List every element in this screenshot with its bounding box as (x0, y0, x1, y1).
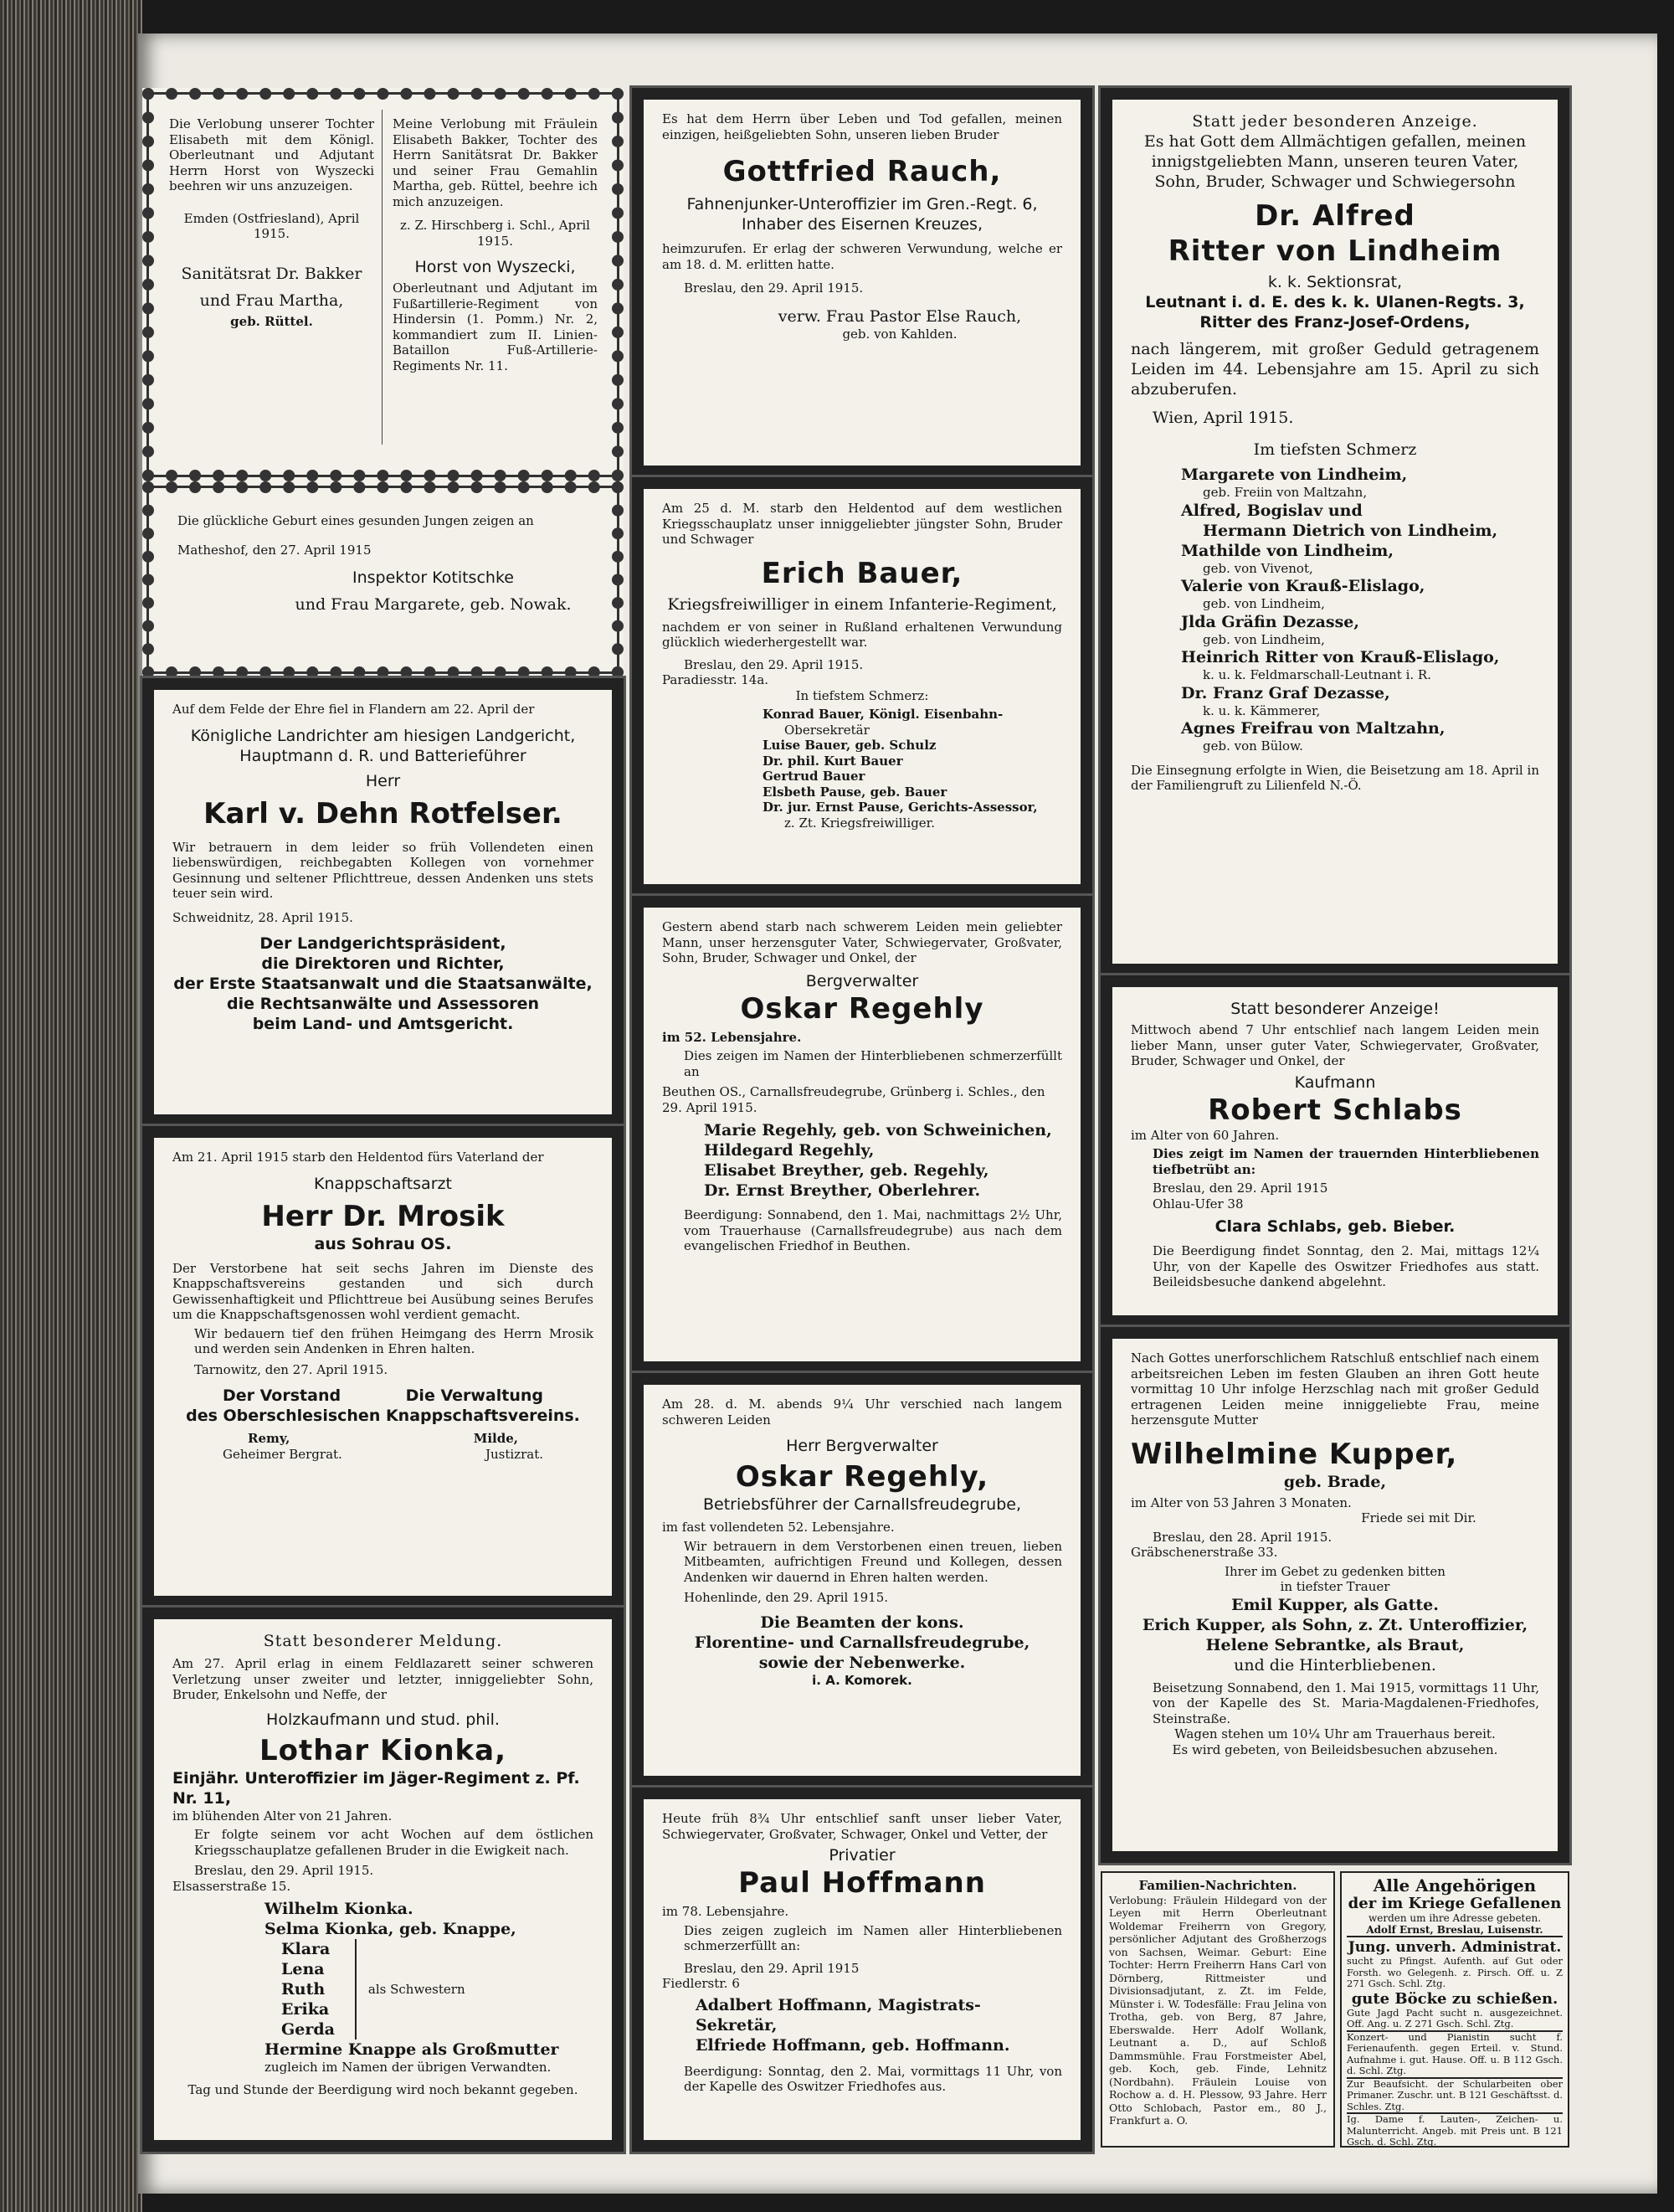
regehly1-title: Bergverwalter (805, 971, 919, 990)
ad-obituary-regehly-family (632, 896, 1092, 1373)
kupper-name: Wilhelmine Kupper, (1131, 1437, 1458, 1471)
kionka-street: Elsasserstraße 15. (172, 1878, 291, 1894)
mrosik-right1: Die Verwaltung (405, 1386, 543, 1405)
book-spine (0, 0, 142, 2212)
kionka-text1: Am 27. April erlag in einem Feldlazarett seiner schweren Verletzung unser zweiter und letzter, inniggeliebter Sohn, Bruder, Enkelsohn und Neffe, der (172, 1656, 593, 1702)
lindheim-s5b: geb. von Lindheim, (1203, 631, 1325, 647)
bakker-place: Emden (Ostfriesland), April 1915. (183, 210, 360, 241)
schlabs-head: Statt besonderer Anzeige! (1230, 1000, 1440, 1018)
regehly2-name: Oskar Regehly, (735, 1460, 989, 1494)
kionka-s3: Hermine Knappe als Großmutter (264, 2040, 559, 2059)
regehly2-text: Wir betrauern in dem Verstorbenen einen treuen, lieben Mitbeamten, aufrichtigen Freund und Kollegen, dessen Andenken wir dauernd in Ehren halten werden. (684, 1538, 1062, 1585)
lindheim-s7: Dr. Franz Graf Dezasse, (1181, 683, 1390, 702)
ad-birth-kotitschke (142, 481, 624, 678)
kupper-s3: Helene Sebrantke, als Braut, (1205, 1635, 1465, 1654)
birth-text: Die glückliche Geburt eines gesunden Jungen zeigen an (177, 513, 534, 528)
classified-h4: gute Böcke zu schießen. (1351, 1989, 1558, 2008)
lindheim-s4b: geb. von Lindheim, (1203, 596, 1325, 611)
rauch-sign2: geb. von Kahlden. (842, 326, 958, 342)
kionka-s2: Selma Kionka, geb. Knappe, (264, 1920, 516, 1938)
kupper-ask: Es wird gebeten, von Beileidsbesuchen abzusehen. (1172, 1741, 1498, 1757)
kionka-rank: Einjähr. Unteroffizier im Jäger-Regiment z. Pf. Nr. 11, (172, 1768, 580, 1808)
regehly2-title: Herr Bergverwalter (786, 1437, 938, 1455)
lindheim-t2: Leutnant i. d. E. des k. k. Ulanen-Regts. 3, (1145, 293, 1525, 311)
regehly1-intro: Gestern abend starb nach schwerem Leiden mein geliebter Mann, unser herzensguter Vater, Schwiegervater, Großvater, Sohn, Bruder, Schwager und Onkel, der (662, 919, 1062, 965)
lindheim-intro: Es hat Gott dem Allmächtigen gefallen, meinen innigstgeliebten Mann, unseren teuren Vater, Sohn, Bruder, Schwager und Schwiegersohn (1143, 132, 1527, 191)
mrosik-right2: Milde, (473, 1431, 518, 1446)
regehly1-name: Oskar Regehly (740, 991, 984, 1026)
mrosik-place: Tarnowitz, den 27. April 1915. (194, 1361, 388, 1377)
classified-t5: Konzert- und Pianistin sucht f. Ferienaufenth. gegen Erteil. v. Stund. Aufnahme i. gut. Hause. Off. u. B 112 Gsch. d. Schl. Ztg. (1347, 2032, 1563, 2079)
rotfelser-intro: Auf dem Felde der Ehre fiel in Flandern am 22. April der (172, 702, 535, 717)
mrosik-name: Herr Dr. Mrosik (261, 1199, 505, 1233)
regehly2-place: Hohenlinde, den 29. April 1915. (684, 1590, 889, 1605)
classified-t7: Ig. Dame f. Lauten-, Zeichen- u. Malunterricht. Angeb. mit Preis unt. B 121 Gsch. d. Schl. Ztg. (1347, 2113, 1563, 2146)
rauch-place: Breslau, den 29. April 1915. (684, 280, 864, 296)
mrosik-intro: Am 21. April 1915 starb den Heldentod fürs Vaterland der (172, 1150, 544, 1165)
kupper-peace: Friede sei mit Dir. (1361, 1510, 1476, 1525)
kionka-s1: Wilhelm Kionka. (264, 1900, 413, 1918)
ad-obituary-rauch (632, 88, 1092, 477)
regehly2-rank: Betriebsführer der Carnallsfreudegrube, (702, 1495, 1022, 1514)
lindheim-s8b: geb. von Bülow. (1203, 738, 1303, 754)
lindheim-s1b: geb. Freiin von Maltzahn, (1203, 485, 1368, 500)
kionka-foot: Tag und Stunde der Beerdigung wird noch bekannt gegeben. (187, 2081, 578, 2097)
lindheim-s2: Alfred, Bogislav und (1181, 501, 1363, 520)
familien-text: Verlobung: Fräulein Hildegard von der Leyen mit Herrn Oberleutnant Woldemar Freiherrn von Gregory, persönlicher Adjutant des Großherzogs von Sachsen, Weimar. Geburt: Eine Tochter: Herrn Freiherrn Hans Carl von Dörnberg, Rittmeister und Divisionsadjutant, z. Zt. im Felde, Münster i. W. Todesfälle: Frau Jelina von Trotha, geb. von Berg, 87 Jahre, Eberswalde. Herr Adolf Wollank, Leutnant a. D., auf Schloß Dammsmühle. Frau Forstmeister Abel, geb. Koch, geb. Finde, Lehnitz (Nordbahn). Fräulein Louise von Rochow a. d. H. Plessow, 93 Jahre. Herr Otto Schlobach, Pastor em., 80 J., Frankfurt a. O. (1109, 1893, 1327, 2127)
hoffmann-intro: Heute früh 8¾ Uhr entschlief sanft unser lieber Vater, Schwiegervater, Großvater, Schwager, Onkel und Vetter, der (662, 1811, 1062, 1842)
hoffmann-title: Privatier (829, 1846, 896, 1865)
bauer-signatures (662, 707, 1062, 831)
regehly1-text: Dies zeigen im Namen der Hinterbliebenen schmerzerfüllt an (684, 1048, 1062, 1079)
lindheim-head: Statt jeder besonderen Anzeige. (1192, 112, 1478, 131)
rauch-name: Gottfried Rauch, (722, 155, 1002, 188)
kupper-s1: Emil Kupper, als Gatte. (1231, 1595, 1439, 1614)
regehly1-s4: Dr. Ernst Breyther, Oberlehrer. (704, 1181, 981, 1200)
classified-t3: sucht zu Pfingst. Aufenth. auf Gut oder Forsth. wo Gelegenh. z. Pirsch. Off. u. Z 271 Gsch. Schl. Ztg. (1347, 1955, 1563, 1989)
kupper-grief: in tiefster Trauer (1280, 1579, 1390, 1594)
lindheim-s6b: k. u. k. Feldmarschall-Leutnant i. R. (1203, 667, 1431, 682)
lindheim-s8: Agnes Freifrau von Maltzahn, (1181, 719, 1445, 738)
schlabs-place: Breslau, den 29. April 1915 (1153, 1181, 1328, 1196)
schlabs-name: Robert Schlabs (1208, 1093, 1462, 1127)
schlabs-age: im Alter von 60 Jahren. (1131, 1127, 1280, 1143)
classified-t4: Gute Jagd Pacht sucht n. ausgezeichnet. Off. Ang. u. Z 271 Gsch. Schl. Ztg. (1347, 2008, 1563, 2032)
bauer-street: Paradiesstr. 14a. (662, 672, 769, 687)
wyszecki-place: z. Z. Hirschberg i. Schl., April 1915. (400, 218, 590, 249)
kupper-funeral: Beisetzung Sonnabend, den 1. Mai 1915, vormittags 11 Uhr, von der Kapelle des St. Maria-Magdalenen-Friedhofes, Steinstraße. (1153, 1680, 1539, 1726)
rotfelser-sign3: der Erste Staatsanwalt und die Staatsanwälte, (173, 975, 593, 993)
kionka-text2: Er folgte seinem vor acht Wochen auf dem östlichen Kriegsschauplatze gefallenen Bruder in die Ewigkeit nach. (194, 1827, 593, 1858)
schlabs-title: Kaufmann (1294, 1073, 1376, 1092)
regehly2-s3: sowie der Nebenwerke. (758, 1653, 966, 1672)
classified-t1: werden um ihre Adresse gebeten. (1368, 1912, 1542, 1924)
schlabs-intro: Mittwoch abend 7 Uhr entschlief nach langem Leiden mein lieber Mann, unser guter Vater, Schwiegervater, Großvater, Bruder, Schwager und Onkel, der (1131, 1022, 1539, 1068)
ad-obituary-hoffmann (632, 1788, 1092, 2152)
rotfelser-place: Schweidnitz, 28. April 1915. (172, 909, 353, 925)
lindheim-s1: Margarete von Lindheim, (1181, 466, 1408, 484)
mrosik-left3: Geheimer Bergrat. (223, 1446, 342, 1462)
bauer-s6: Dr. jur. Ernst Pause, Gerichts-Assessor, (763, 800, 1038, 815)
rotfelser-title2: Hauptmann d. R. und Batterieführer (239, 746, 526, 765)
notice-classifieds (1340, 1871, 1569, 2148)
regehly1-s3: Elisabet Breyther, geb. Regehly, (704, 1161, 989, 1180)
mrosik-left1: Der Vorstand (223, 1386, 341, 1405)
hoffmann-place: Breslau, den 29. April 1915 (684, 1960, 860, 1976)
kionka-sisters (264, 1939, 593, 2040)
mrosik-sign-row2 (172, 1431, 593, 1447)
regehly1-s1: Marie Regehly, geb. von Schweinichen, (704, 1121, 1052, 1139)
mrosik-left2: Remy, (248, 1431, 290, 1446)
lindheim-t1: k. k. Sektionsrat, (1267, 273, 1403, 291)
lindheim-s3b: geb. von Vivenot, (1203, 560, 1313, 576)
ad-obituary-bauer (632, 477, 1092, 896)
schlabs-funeral: Die Beerdigung findet Sonntag, den 2. Mai, mittags 12¼ Uhr, von der Kapelle des Oswitzer Friedhofes aus statt. Beileidsbesuche dankend abgelehnt. (1153, 1243, 1539, 1289)
mrosik-text1: Der Verstorbene hat seit sechs Jahren im Dienste des Knappschaftsvereins gestanden und sich durch Gewissenhaftigkeit und Pflichttreue bei Ausübung seines Berufes um die Knappschaftsgenossen wohl verdient gemacht. (172, 1260, 593, 1322)
regehly2-age: im fast vollendeten 52. Lebensjahre. (662, 1520, 895, 1535)
regehly2-intro: Am 28. d. M. abends 9¼ Uhr verschied nach langem schweren Leiden (662, 1397, 1062, 1428)
bauer-s1b: Obersekretär (784, 722, 870, 738)
kupper-s2: Erich Kupper, als Sohn, z. Zt. Unteroffizier, (1142, 1615, 1528, 1634)
bauer-place: Breslau, den 29. April 1915. (684, 656, 864, 672)
schlabs-text: Dies zeigt im Namen der trauernden Hinterbliebenen tiefbetrübt an: (1153, 1146, 1539, 1177)
lindheim-grief: Im tiefsten Schmerz (1253, 440, 1417, 459)
lindheim-place: Wien, April 1915. (1153, 409, 1294, 427)
kupper-age: im Alter von 53 Jahren 3 Monaten. (1131, 1494, 1352, 1510)
hoffmann-s1: Adalbert Hoffmann, Magistrats-Sekretär, (696, 1995, 981, 2035)
lindheim-s5: Jlda Gräfin Dezasse, (1181, 612, 1359, 631)
birth-sign1: Inspektor Kotitschke (352, 568, 514, 587)
regehly2-s2: Florentine- und Carnallsfreudegrube, (694, 1633, 1030, 1652)
kionka-sister-list (264, 1939, 357, 2040)
lindheim-s4: Valerie von Krauß-Elislago, (1181, 577, 1425, 595)
ad-engagement-bakker-wyszecki (142, 88, 624, 481)
column-divider (382, 110, 383, 445)
classified-t6: Zur Beaufsicht. der Schularbeiten ober Primaner. Zuschr. unt. B 121 Geschäftsst. d. Schles. Ztg. (1347, 2079, 1563, 2115)
lindheim-signatures (1131, 465, 1539, 754)
lindheim-name1: Dr. Alfred (1255, 199, 1415, 233)
lindheim-s2b: Hermann Dietrich von Lindheim, (1203, 521, 1498, 540)
bauer-s3: Dr. phil. Kurt Bauer (763, 753, 903, 769)
rotfelser-sign2: die Direktoren und Richter, (261, 954, 505, 973)
ad-obituary-lindheim (1101, 88, 1569, 975)
birth-sign2: und Frau Margarete, geb. Nowak. (295, 595, 572, 614)
wyszecki-name: Horst von Wyszecki, (414, 258, 576, 276)
ad-obituary-mrosik (142, 1126, 624, 1608)
kionka-age: im blühenden Alter von 21 Jahren. (172, 1808, 393, 1824)
ad-obituary-kionka (142, 1608, 624, 2152)
hoffmann-street: Fiedlerstr. 6 (662, 1976, 740, 1991)
lindheim-name2: Ritter von Lindheim (1168, 234, 1502, 268)
kionka-sister: Gerda (281, 2020, 335, 2039)
kionka-s4: zugleich im Namen der übrigen Verwandten. (264, 2060, 552, 2075)
mrosik-text2: Wir bedauern tief den frühen Heimgang des Herrn Mrosik und werden sein Andenken in Ehren halten. (194, 1325, 593, 1356)
kupper-wagon: Wagen stehen um 10¼ Uhr am Trauerhaus bereit. (1174, 1726, 1496, 1741)
bauer-grief: In tiefstem Schmerz: (795, 687, 929, 703)
rauch-rank1: Fahnenjunker-Unteroffizier im Gren.-Regt. 6, (686, 195, 1038, 213)
rotfelser-herr: Herr (365, 771, 401, 790)
rotfelser-title1: Königliche Landrichter am hiesigen Landgericht, (190, 726, 576, 745)
rotfelser-text: Wir betrauern in dem leider so früh Vollendeten einen liebenswürdigen, reichbegabten Kollegen von vornehmer Gesinnung und seltener Pflichttreue, dessen Andenken uns stets teuer sein wird. (172, 839, 593, 901)
notice-familien-nachrichten (1101, 1871, 1335, 2148)
kupper-intro: Nach Gottes unerforschlichem Ratschluß entschlief nach einem arbeitsreichen Leben im festen Glauben an ihren Gott heute vormittag 10 Uhr infolge Herzschlag nach mit großer Geduld ertragenen Leiden meine inniggeliebte Frau, meine herzensgute Mutter (1131, 1350, 1539, 1428)
lindheim-s3: Mathilde von Lindheim, (1181, 541, 1394, 560)
ad-obituary-rotfelser (142, 678, 624, 1126)
regehly1-age: im 52. Lebensjahre. (662, 1029, 802, 1045)
hoffmann-funeral: Beerdigung: Sonntag, den 2. Mai, vormittags 11 Uhr, von der Kapelle des Oswitzer Friedhofes aus. (684, 2063, 1062, 2094)
schlabs-sign: Clara Schlabs, geb. Bieber. (1214, 1217, 1456, 1236)
kionka-name: Lothar Kionka, (259, 1733, 507, 1767)
bakker-text: Die Verlobung unserer Tochter Elisabeth mit dem Königl. Oberleutnant und Adjutant Herrn Horst von Wyszecki beehren wir uns anzuzeigen. (169, 116, 374, 193)
lindheim-text: nach längerem, mit großer Geduld getragenem Leiden im 44. Lebensjahre am 15. April zu sich abzuberufen. (1131, 340, 1539, 399)
rauch-sign1: verw. Frau Pastor Else Rauch, (778, 306, 1022, 326)
regehly1-funeral: Beerdigung: Sonnabend, den 1. Mai, nachmittags 2½ Uhr, vom Trauerhause (Carnallsfreudegrube) aus nach dem evangelischen Friedhof in Beuthen. (684, 1207, 1062, 1253)
ad-obituary-regehly-colleagues (632, 1373, 1092, 1788)
engagement-wyszecki (393, 116, 598, 373)
ad-obituary-schlabs (1101, 975, 1569, 1327)
rauch-intro: Es hat dem Herrn über Leben und Tod gefallen, meinen einzigen, heißgeliebten Sohn, unseren lieben Bruder (662, 111, 1062, 142)
bauer-s5: Elsbeth Pause, geb. Bauer (763, 784, 947, 800)
regehly1-place: Beuthen OS., Carnallsfreudegrube, Grünberg i. Schles., den 29. April 1915. (662, 1084, 1045, 1115)
bauer-s1: Konrad Bauer, Königl. Eisenbahn- (763, 707, 1004, 722)
kionka-sister: Klara (281, 1940, 331, 1958)
rauch-rank2: Inhaber des Eisernen Kreuzes, (742, 215, 983, 234)
classified-t2: Adolf Ernst, Breslau, Luisenstr. (1347, 1924, 1563, 1937)
bakker-sign2: und Frau Martha, (199, 291, 344, 310)
bakker-sign3: geb. Rüttel. (230, 313, 313, 329)
birth-place: Matheshof, den 27. April 1915 (177, 542, 372, 558)
rotfelser-sign1: Der Landgerichtspräsident, (259, 934, 506, 953)
kupper-place: Breslau, den 28. April 1915. (1153, 1529, 1333, 1545)
mrosik-sign-row3 (172, 1447, 593, 1463)
regehly2-s1: Die Beamten der kons. (760, 1613, 964, 1632)
kionka-place: Breslau, den 29. April 1915. (194, 1863, 374, 1878)
mrosik-sign-row1 (172, 1386, 593, 1406)
classified-h2: der im Kriege Gefallenen (1348, 1895, 1562, 1912)
lindheim-t3: Ritter des Franz-Josef-Ordens, (1199, 313, 1471, 332)
kionka-sister: Erika (281, 2000, 330, 2019)
bauer-text: nachdem er von seiner in Rußland erhaltenen Verwundung glücklich wiederhergestellt war. (662, 619, 1062, 650)
bakker-sign1: Sanitätsrat Dr. Bakker (181, 264, 362, 283)
wyszecki-text: Meine Verlobung mit Fräulein Elisabeth Bakker, Tochter des Herrn Sanitätsrat Dr. Bakker und seiner Frau Gemahlin Martha, geb. Rüttel, beehre ich mich anzuzeigen. (393, 116, 598, 209)
regehly1-signatures (662, 1120, 1062, 1201)
kionka-title: Holzkaufmann und stud. phil. (266, 1710, 500, 1729)
schlabs-street: Ohlau-Ufer 38 (1153, 1196, 1244, 1211)
hoffmann-text: Dies zeigen zugleich im Namen aller Hinterbliebenen schmerzerfüllt an: (684, 1922, 1062, 1953)
bauer-s6b: z. Zt. Kriegsfreiwilliger. (784, 815, 935, 831)
kionka-sis-label: als Schwestern (367, 1981, 465, 1997)
ad-obituary-kupper (1101, 1327, 1569, 1863)
regehly2-s4: i. A. Komorek. (812, 1672, 912, 1688)
rotfelser-name: Karl v. Dehn Rotfelser. (203, 796, 562, 831)
kupper-born: geb. Brade, (1283, 1472, 1387, 1491)
hoffmann-name: Paul Hoffmann (738, 1866, 986, 1900)
rotfelser-sign5: beim Land- und Amtsgericht. (252, 1015, 514, 1033)
kionka-sister: Lena (281, 1960, 325, 1978)
rauch-text: heimzurufen. Er erlag der schweren Verwundung, welche er am 18. d. M. erlitten hatte. (662, 241, 1062, 272)
lindheim-s6: Heinrich Ritter von Krauß-Elislago, (1181, 648, 1500, 666)
mrosik-right3: Justizrat. (485, 1446, 543, 1462)
bauer-s4: Gertrud Bauer (763, 769, 865, 784)
classified-h1: Alle Angehörigen (1373, 1875, 1537, 1896)
kionka-head: Statt besonderer Meldung. (263, 1632, 503, 1650)
kionka-signatures (172, 1899, 593, 2076)
bauer-name: Erich Bauer, (761, 556, 963, 590)
newspaper-page (138, 33, 1657, 2194)
kionka-sister: Ruth (281, 1980, 326, 1999)
lindheim-s7b: k. u. k. Kämmerer, (1203, 702, 1321, 718)
rotfelser-sign4: die Rechtsanwälte und Assessoren (226, 995, 540, 1013)
kupper-street: Gräbschenerstraße 33. (1131, 1545, 1278, 1560)
mrosik-origin: aus Sohrau OS. (314, 1234, 452, 1253)
kupper-text: Ihrer im Gebet zu gedenken bitten (1225, 1563, 1445, 1579)
classified-h3: Jung. unverh. Administrat. (1348, 1939, 1562, 1956)
engagement-bakker (169, 116, 374, 329)
bauer-rank: Kriegsfreiwilliger in einem Infanterie-Regiment, (667, 594, 1057, 614)
hoffmann-age: im 78. Lebensjahre. (662, 1904, 789, 1919)
hoffmann-s2: Elfriede Hoffmann, geb. Hoffmann. (696, 2035, 1010, 2055)
mrosik-title: Knappschaftsarzt (314, 1174, 452, 1193)
wyszecki-rank: Oberleutnant und Adjutant im Fußartillerie-Regiment von Hindersin (1. Pomm.) Nr. 2, kommandiert zum II. Linien-Bataillon Fuß-Artillerie-Regiments Nr. 11. (393, 280, 598, 373)
bauer-s2: Luise Bauer, geb. Schulz (763, 738, 937, 753)
lindheim-foot: Die Einsegnung erfolgte in Wien, die Beisetzung am 18. April in der Familiengruft zu Lilienfeld N.-Ö. (1131, 762, 1539, 793)
mrosik-line: des Oberschlesischen Knappschaftsvereins. (186, 1407, 580, 1425)
bauer-intro: Am 25 d. M. starb den Heldentod auf dem westlichen Kriegsschauplatz unser inniggeliebter jüngster Sohn, Bruder und Schwager (662, 501, 1062, 547)
kupper-s4: und die Hinterbliebenen. (1234, 1655, 1436, 1674)
regehly1-s2: Hildegard Regehly, (704, 1141, 875, 1160)
familien-head: Familien-Nachrichten. (1138, 1878, 1297, 1893)
